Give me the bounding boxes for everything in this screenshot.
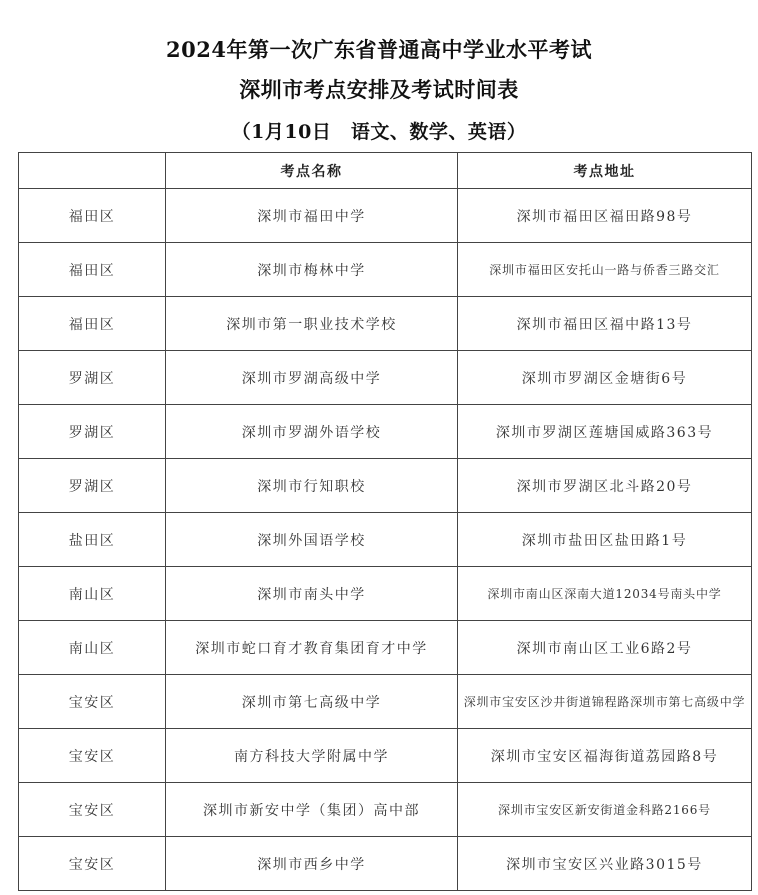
site-name-cell: 深圳市新安中学（集团）高中部: [166, 783, 458, 837]
table-row: [19, 729, 752, 783]
district-cell: 福田区: [19, 189, 166, 243]
district-cell: 南山区: [19, 567, 166, 621]
column-header-district: [19, 153, 166, 189]
table-row: [19, 297, 752, 351]
document-subtitle: 深圳市考点安排及考试时间表: [239, 77, 519, 102]
site-name-cell: 深圳市蛇口育才教育集团育才中学: [166, 621, 458, 675]
site-address-cell: 深圳市宝安区兴业路3015号: [458, 837, 752, 891]
district-cell: 福田区: [19, 297, 166, 351]
table-row: [19, 783, 752, 837]
site-address-cell: 深圳市宝安区新安街道金科路2166号: [458, 783, 752, 837]
district-cell: 宝安区: [19, 729, 166, 783]
site-address-cell: 深圳市宝安区福海街道荔园路8号: [458, 729, 752, 783]
table-row: [19, 189, 752, 243]
site-name-cell: 深圳市罗湖高级中学: [166, 351, 458, 405]
table-row: [19, 459, 752, 513]
table-row: [19, 621, 752, 675]
table-row: [19, 837, 752, 891]
site-address-cell: 深圳市罗湖区北斗路20号: [458, 459, 752, 513]
site-address-cell: 深圳市南山区工业6路2号: [458, 621, 752, 675]
district-cell: 罗湖区: [19, 459, 166, 513]
site-name-cell: 南方科技大学附属中学: [166, 729, 458, 783]
district-cell: 宝安区: [19, 783, 166, 837]
district-cell: 罗湖区: [19, 351, 166, 405]
table-header-row: [19, 153, 752, 189]
site-name-cell: 深圳市罗湖外语学校: [166, 405, 458, 459]
table-row: [19, 405, 752, 459]
table-row: [19, 243, 752, 297]
site-address-cell: 深圳市盐田区盐田路1号: [458, 513, 752, 567]
site-address-cell: 深圳市福田区福中路13号: [458, 297, 752, 351]
table-row: [19, 351, 752, 405]
district-cell: 福田区: [19, 243, 166, 297]
site-name-cell: 深圳市福田中学: [166, 189, 458, 243]
column-header-site-address: 考点地址: [458, 153, 752, 189]
site-address-cell: 深圳市福田区安托山一路与侨香三路交汇: [458, 243, 752, 297]
site-address-cell: 深圳市南山区深南大道12034号南头中学: [458, 567, 752, 621]
site-name-cell: 深圳市第七高级中学: [166, 675, 458, 729]
site-name-cell: 深圳市南头中学: [166, 567, 458, 621]
site-name-cell: 深圳市梅林中学: [166, 243, 458, 297]
site-name-cell: 深圳市行知职校: [166, 459, 458, 513]
site-address-cell: 深圳市福田区福田路98号: [458, 189, 752, 243]
site-address-cell: 深圳市宝安区沙井街道锦程路深圳市第七高级中学: [458, 675, 752, 729]
exam-site-table: [18, 152, 752, 891]
exam-date-subjects: （1月10日 语文、数学、英语）: [231, 121, 527, 143]
district-cell: 盐田区: [19, 513, 166, 567]
site-name-cell: 深圳市西乡中学: [166, 837, 458, 891]
site-address-cell: 深圳市罗湖区莲塘国威路363号: [458, 405, 752, 459]
district-cell: 宝安区: [19, 675, 166, 729]
table-row: [19, 513, 752, 567]
district-cell: 南山区: [19, 621, 166, 675]
table-row: [19, 567, 752, 621]
district-cell: 宝安区: [19, 837, 166, 891]
table-row: [19, 675, 752, 729]
site-name-cell: 深圳市第一职业技术学校: [166, 297, 458, 351]
district-cell: 罗湖区: [19, 405, 166, 459]
document-title: 2024年第一次广东省普通高中学业水平考试: [166, 37, 592, 62]
site-name-cell: 深圳外国语学校: [166, 513, 458, 567]
column-header-site-name: 考点名称: [166, 153, 458, 189]
site-address-cell: 深圳市罗湖区金塘街6号: [458, 351, 752, 405]
